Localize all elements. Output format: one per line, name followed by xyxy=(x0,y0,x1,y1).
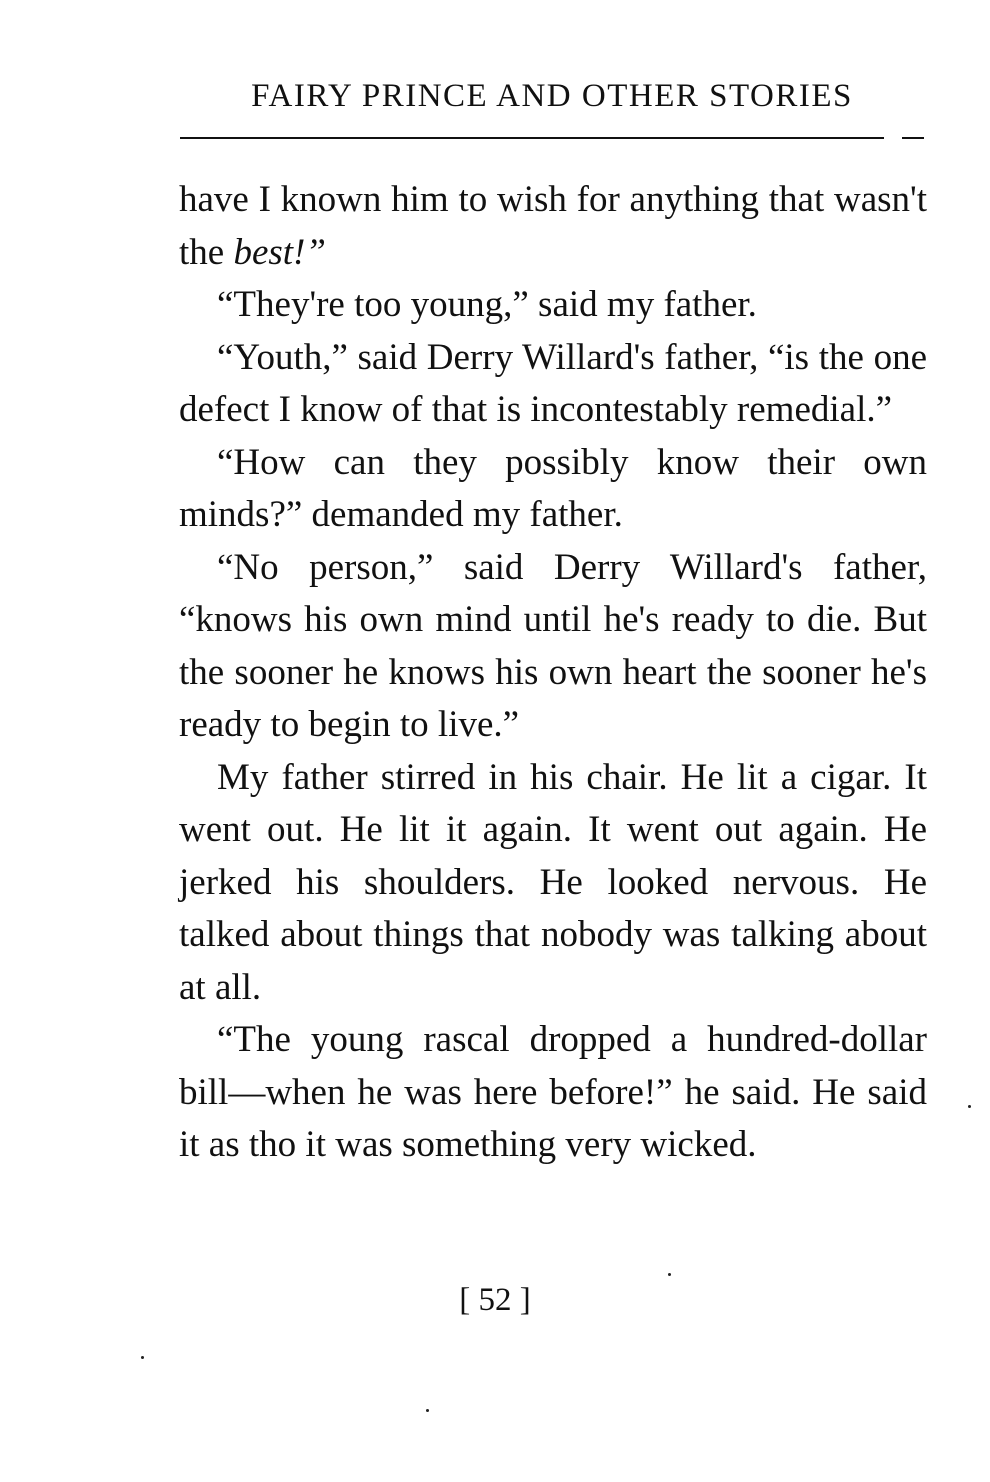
paragraph: My father stirred in his chair. He lit a cigar. It went out. He lit it again. It went out again. He jerked his shoulders. He looked nervous. He talked about things that nobody was talking about at all. xyxy=(179,756,927,1008)
paragraph: “Youth,” said Derry Willard's father, “is the one defect I know of that is incontestably remedial.” xyxy=(179,336,927,430)
header-rule xyxy=(180,137,884,139)
page-number: [ 52 ] xyxy=(459,1282,531,1318)
page-body-text xyxy=(179,174,927,1172)
paragraph-continued xyxy=(179,174,927,279)
scan-speck xyxy=(426,1409,429,1412)
paragraph: “No person,” said Derry Willard's father, “knows his own mind until he's ready to die. But the sooner he knows his own heart the sooner he's ready to begin to live.” xyxy=(179,546,927,745)
paragraph: “How can they possibly know their own minds?” demanded my father. xyxy=(179,441,927,535)
scan-speck xyxy=(668,1273,671,1276)
header-rule-tail xyxy=(902,137,924,139)
scan-speck xyxy=(141,1356,144,1359)
paragraph-text: have I known him to wish for anything that wasn't the xyxy=(179,179,927,273)
running-header-title: FAIRY PRINCE AND OTHER STORIES xyxy=(251,78,853,114)
paragraph: “They're too young,” said my father. xyxy=(217,284,757,325)
emphasized-word: best!” xyxy=(233,231,326,273)
paragraph: “The young rascal dropped a hundred-dollar bill—when he was here before!” he said. He said it as tho it was something very wicked. xyxy=(179,1019,927,1165)
scan-speck xyxy=(968,1105,971,1108)
